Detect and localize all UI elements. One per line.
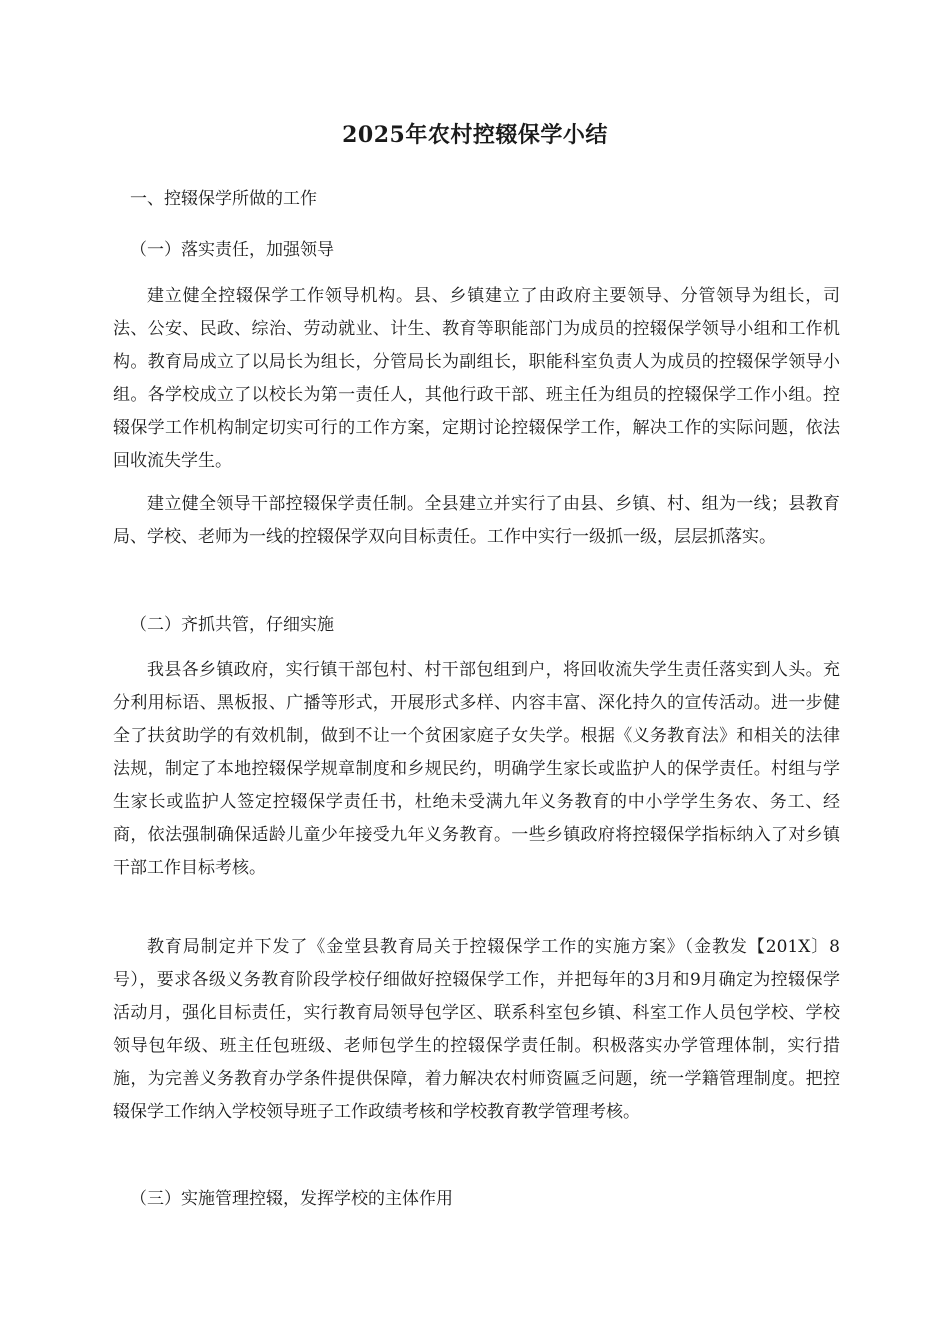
paragraph-1: 建立健全控辍保学工作领导机构。县、乡镇建立了由政府主要领导、分管领导为组长，司法、公安、民政、综治、劳动就业、计生、教育等职能部门为成员的控辍保学领导小组和工作机构。教育局成立了以局长为组长，分管局长为副组长，职能科室负责人为成员的控辍保学领导小组。各学校成立了以校长为第一责任人，其他行政干部、班主任为组员的控辍保学工作小组。控辍保学工作机构制定切实可行的工作方案，定期讨论控辍保学工作，解决工作的实际问题，依法回收流失学生。: [113, 286, 840, 471]
paragraph-2: 建立健全领导干部控辍保学责任制。全县建立并实行了由县、乡镇、村、组为一线；县教育局、学校、老师为一线的控辍保学双向目标责任。工作中实行一级抓一级，层层抓落实。: [113, 494, 840, 547]
section-heading-1: 一、控辍保学所做的工作: [130, 189, 317, 209]
subsection-heading-2: （二）齐抓共管，仔细实施: [130, 615, 334, 635]
document-title: 2025年农村控辍保学小结: [342, 122, 608, 148]
paragraph-4: 教育局制定并下发了《金堂县教育局关于控辍保学工作的实施方案》（金教发【201X〕8号），要求各级义务教育阶段学校仔细做好控辍保学工作，并把每年的3月和9月确定为控辍保学活动月，强化目标责任，实行教育局领导包学区、联系科室包乡镇、科室工作人员包学校、学校领导包年级、班主任包班级、老师包学生的控辍保学责任制。积极落实办学管理体制，实行措施，为完善义务教育办学条件提供保障，着力解决农村师资匾乏问题，统一学籍管理制度。把控辍保学工作纳入学校领导班子工作政绩考核和学校教育教学管理考核。: [113, 937, 840, 1122]
subsection-heading-1: （一）落实责任，加强领导: [130, 240, 334, 260]
subsection-heading-3: （三）实施管理控辍，发挥学校的主体作用: [130, 1189, 453, 1209]
paragraph-3: 我县各乡镇政府，实行镇干部包村、村干部包组到户，将回收流失学生责任落实到人头。充分利用标语、黑板报、广播等形式，开展形式多样、内容丰富、深化持久的宣传活动。进一步健全了扶贫助学的有效机制，做到不让一个贫困家庭子女失学。根据《义务教育法》和相关的法律法规，制定了本地控辍保学规章制度和乡规民约，明确学生家长或监护人的保学责任。村组与学生家长或监护人签定控辍保学责任书，杜绝未受满九年义务教育的中小学学生务农、务工、经商，依法强制确保适龄儿童少年接受九年义务教育。一些乡镇政府将控辍保学指标纳入了对乡镇干部工作目标考核。: [113, 660, 840, 878]
